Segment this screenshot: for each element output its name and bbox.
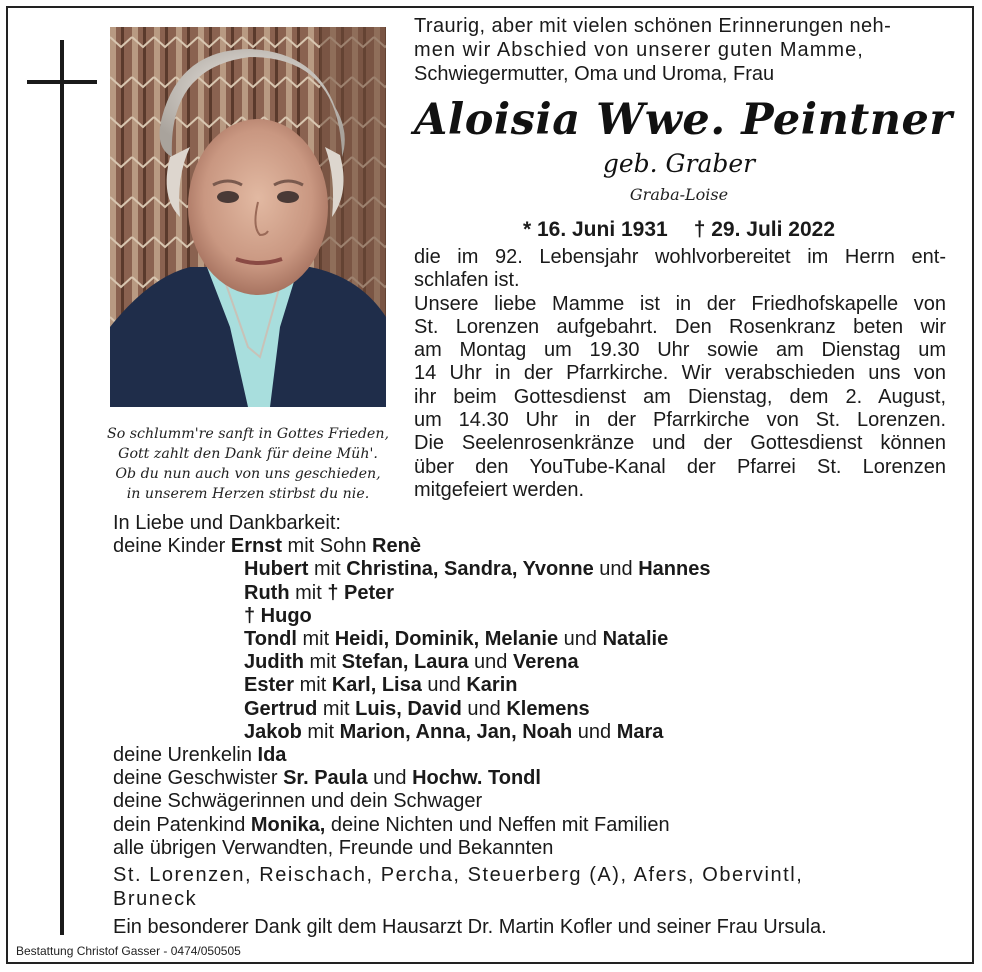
- family-text: und: [468, 651, 513, 674]
- funeral-home-footer: Bestattung Christof Gasser - 0474/050505: [16, 944, 241, 958]
- family-line: [113, 721, 933, 744]
- body-line: über den YouTube-Kanal der Pfarrei St. Lorenzen: [414, 455, 946, 478]
- family-text: In Liebe und Dankbarkeit:: [113, 512, 341, 534]
- family-line: [113, 837, 933, 860]
- life-dates: [414, 217, 944, 243]
- family-name: Marion, Anna, Jan, Noah: [339, 720, 573, 743]
- family-text: deine Schwägerinnen und dein Schwager: [113, 790, 483, 813]
- family-line: [113, 790, 933, 813]
- intro-line: Traurig, aber mit vielen schönen Erinnerungen neh-: [414, 15, 892, 37]
- body-line: Unsere liebe Mamme ist in der Friedhofskapelle von: [414, 292, 946, 315]
- intro-text: [414, 14, 944, 86]
- family-text: mit Sohn: [282, 535, 373, 558]
- family-name: Hubert: [244, 558, 309, 581]
- family-text: mit: [294, 674, 332, 697]
- family-line: [113, 628, 933, 651]
- body-line: um 14.30 Uhr in der Pfarrkirche von St. Lorenzen.: [414, 409, 946, 432]
- family-name: Ester: [244, 674, 295, 697]
- special-thanks: Ein besonderer Dank gilt dem Hausarzt Dr. Martin Kofler und seiner Frau Ursula.: [113, 916, 827, 938]
- family-line: [113, 651, 933, 674]
- family-text: und: [572, 720, 617, 743]
- memorial-verse: [98, 424, 398, 504]
- family-text: deine Nichten und Neffen mit Familien: [325, 813, 670, 836]
- body-line: ihr beim Gottesdienst am Dienstag, dem 2. August,: [414, 385, 946, 408]
- cross-vertical-bar: [60, 40, 64, 935]
- verse-line: Gott zahlt den Dank für deine Müh'.: [118, 446, 378, 462]
- family-line: [113, 512, 933, 535]
- family-name: Klemens: [506, 697, 590, 720]
- places-list: [113, 864, 923, 911]
- intro-line: Schwiegermutter, Oma und Uroma, Frau: [414, 63, 775, 85]
- body-line: 14 Uhr in der Pfarrkirche. Wir verabschieden uns von: [414, 362, 946, 385]
- places-line: Bruneck: [113, 887, 198, 910]
- family-text: deine Geschwister: [113, 767, 284, 790]
- family-text: alle übrigen Verwandten, Freunde und Bekannten: [113, 836, 554, 859]
- family-text: mit: [296, 628, 335, 651]
- family-line: [113, 767, 933, 790]
- family-name: Mara: [616, 720, 664, 743]
- deceased-name: Aloisia Wwe. Peintner: [414, 95, 953, 145]
- family-name: Verena: [512, 651, 579, 674]
- body-line: die im 92. Lebensjahr wohlvorbereitet im Herrn ent-: [414, 246, 946, 268]
- family-line: [113, 582, 933, 605]
- family-name: † Hugo: [244, 604, 312, 627]
- family-text: dein Patenkind: [113, 813, 251, 836]
- family-name: Gertrud: [244, 697, 318, 720]
- cross-horizontal-bar: [27, 80, 97, 84]
- family-name: Judith: [244, 651, 304, 674]
- body-line: Die Seelenrosenkränze und der Gottesdienst können: [414, 432, 946, 455]
- family-name: † Peter: [327, 581, 395, 604]
- birth-date: * 16. Juni 1931: [522, 218, 668, 241]
- family-text: und: [558, 628, 603, 651]
- family-name: Karin: [466, 674, 518, 697]
- family-line: [113, 605, 933, 628]
- family-text: und: [421, 674, 467, 697]
- family-line: [113, 558, 933, 581]
- body-line: schlafen ist.: [414, 269, 520, 292]
- family-name: Stefan, Laura: [341, 651, 469, 674]
- family-name: Christina, Sandra, Yvonne: [346, 558, 594, 581]
- family-line: [113, 744, 933, 767]
- family-text: und: [593, 558, 639, 581]
- family-name: Ernst: [230, 535, 282, 558]
- family-line: [113, 814, 933, 837]
- verse-line: So schlumm're sanft in Gottes Frieden,: [107, 426, 389, 442]
- family-name: Heidi, Dominik, Melanie: [334, 628, 559, 651]
- notice-body: [414, 246, 946, 502]
- family-text: mit: [304, 651, 342, 674]
- family-name: Ruth: [244, 581, 290, 604]
- family-line: [113, 674, 933, 697]
- intro-line: men wir Abschied von unserer guten Mamme,: [414, 39, 864, 61]
- family-text: deine Kinder: [113, 535, 231, 558]
- verse-line: Ob du nun auch von uns geschieden,: [115, 466, 381, 482]
- family-name: Renè: [372, 535, 421, 558]
- family-text: mit: [317, 697, 356, 720]
- family-name: Ida: [257, 744, 287, 767]
- family-name: Sr. Paula: [283, 767, 368, 790]
- places-line: St. Lorenzen, Reischach, Percha, Steuerberg (A), Afers, Obervintl,: [113, 864, 804, 886]
- family-list: [113, 512, 933, 860]
- family-name: Tondl: [244, 628, 297, 651]
- nickname: Graba-Loise: [629, 185, 729, 204]
- family-text: mit: [301, 720, 340, 743]
- family-name: Jakob: [244, 720, 302, 743]
- family-name: Natalie: [602, 628, 669, 651]
- family-text: mit: [308, 558, 347, 581]
- family-text: deine Urenkelin: [113, 744, 258, 767]
- family-name: Monika,: [250, 813, 326, 836]
- body-line: St. Lorenzen aufgebahrt. Den Rosenkranz beten wir: [414, 315, 946, 338]
- verse-line: in unserem Herzen stirbst du nie.: [126, 486, 370, 502]
- family-text: und: [461, 697, 507, 720]
- family-line: [113, 535, 933, 558]
- death-date: † 29. Juli 2022: [693, 218, 836, 241]
- family-name: Hannes: [638, 558, 711, 581]
- body-line: mitgefeiert werden.: [414, 478, 585, 501]
- family-name: Hochw. Tondl: [412, 767, 541, 790]
- portrait-photo: [110, 27, 386, 407]
- family-name: Luis, David: [355, 697, 462, 720]
- family-text: und: [367, 767, 413, 790]
- body-line: am Montag um 19.30 Uhr sowie am Dienstag um: [414, 339, 946, 362]
- family-text: mit: [289, 581, 328, 604]
- family-name: Karl, Lisa: [331, 674, 422, 697]
- family-line: [113, 698, 933, 721]
- maiden-name: geb. Graber: [602, 149, 756, 178]
